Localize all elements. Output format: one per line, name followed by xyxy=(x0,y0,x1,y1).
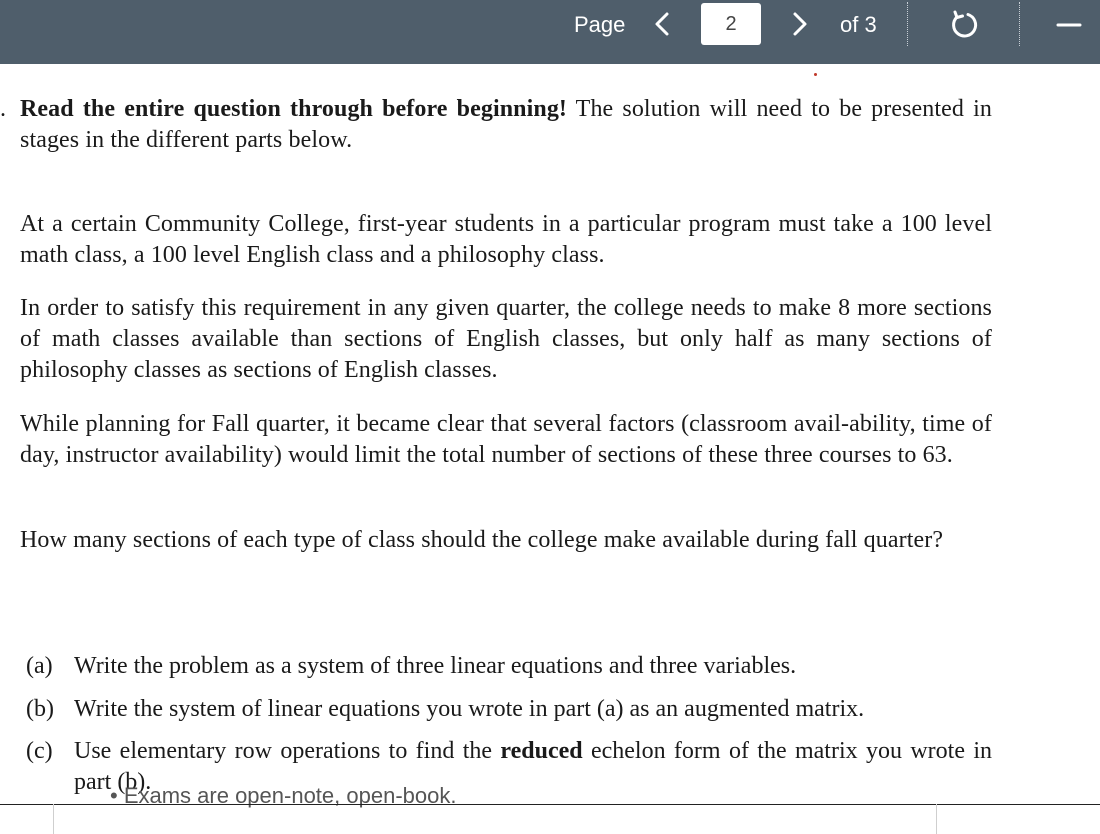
pdf-page-content xyxy=(0,64,1100,831)
part-text: Write the problem as a system of three linear equations and three variables. xyxy=(74,653,797,679)
intro-paragraph xyxy=(20,94,992,156)
page-boundary xyxy=(0,804,1100,805)
page-number-input[interactable] xyxy=(701,3,761,45)
question-part-b xyxy=(26,694,992,725)
intro-rest: The solution will need to be presented in stages in the different parts below. xyxy=(20,96,992,153)
pdf-toolbar xyxy=(0,0,1100,64)
paragraph-constraint: While planning for Fall quarter, it became clear that several factors (classroom avail-ability, time of day, instructor availability) would limit the total number of sections of these three courses to 63. xyxy=(20,411,992,468)
stray-mark xyxy=(814,73,817,76)
list-marker: . xyxy=(0,96,6,122)
paragraph-requirement: In order to satisfy this requirement in any given quarter, the college needs to make 8 more sections of math classes available than sections of English classes, but only half as many sections of philosophy classes as sections of English classes. xyxy=(20,295,992,383)
chevron-right-icon[interactable] xyxy=(790,6,810,42)
toolbar-separator xyxy=(907,2,908,46)
page-edge-line xyxy=(936,804,937,834)
toolbar-separator xyxy=(1019,2,1020,46)
page-label: Page xyxy=(574,12,626,37)
page-total-label: of 3 xyxy=(840,12,877,37)
intro-emphasis: Read the entire question through before beginning! xyxy=(20,96,568,122)
paragraph-context: At a certain Community College, first-year students in a particular program must take a 100 level math class, a 100 level English class and a philosophy class. xyxy=(20,211,992,268)
rotate-icon[interactable] xyxy=(947,8,981,42)
part-label: (b) xyxy=(26,696,54,722)
minus-icon[interactable] xyxy=(1056,10,1082,40)
next-page-fragment: • Exams are open-note, open-book. xyxy=(110,783,457,808)
part-text: Write the system of linear equations you wrote in part (a) as an augmented matrix. xyxy=(74,696,865,722)
part-label: (a) xyxy=(26,653,53,679)
part-label: (c) xyxy=(26,738,53,764)
paragraph-question: How many sections of each type of class should the college make available during fall quarter? xyxy=(20,527,944,553)
part-text: Use elementary row operations to find the reduced echelon form of the matrix you wrote in part (b). xyxy=(74,738,992,795)
page-edge-line xyxy=(53,804,54,834)
chevron-left-icon[interactable] xyxy=(652,6,672,42)
question-part-a xyxy=(26,651,992,682)
